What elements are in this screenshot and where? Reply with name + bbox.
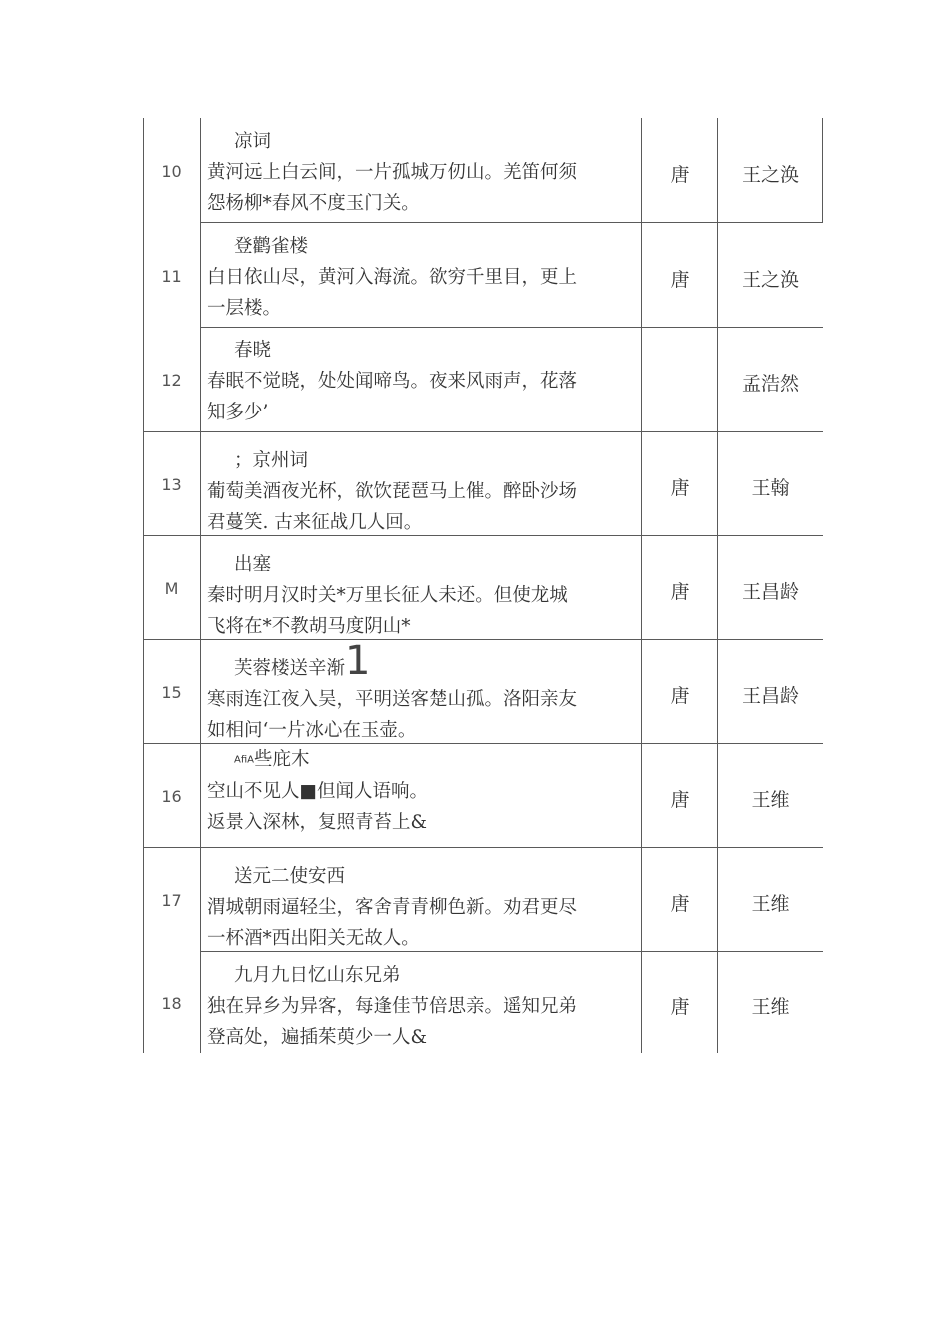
author-cell: 王昌龄: [741, 581, 799, 603]
row-number: 12: [161, 371, 182, 390]
table-row: [143, 328, 823, 431]
table-row: [143, 640, 823, 743]
poem-title: 九月九日忆山东兄弟: [234, 965, 401, 986]
poem-title: ；京州词: [234, 450, 309, 471]
author-cell: 王昌龄: [741, 685, 799, 707]
dynasty-cell: 唐: [670, 477, 690, 499]
author-cell: 王维: [751, 893, 790, 915]
poem-cell: [207, 744, 647, 838]
row-number: 16: [161, 787, 182, 806]
row-number: 18: [161, 994, 182, 1013]
poem-cell: [207, 126, 647, 219]
poem-line: 黄河远上白云间，一片孤城万仞山。羌笛何须: [207, 162, 578, 183]
author-cell: 王之涣: [741, 269, 799, 291]
table-row: [143, 223, 823, 327]
poem-line: 返景入深林，复照青苔上&: [207, 811, 427, 833]
poem-line: 一层楼。: [207, 298, 282, 319]
poem-line: 登高处，遍插茱萸少一人&: [207, 1027, 427, 1048]
poem-line: 如相问‘一片冰心在玉壶。: [207, 720, 417, 741]
poem-line: 空山不见人■但闻人语响。: [207, 780, 428, 802]
poem-cell: [207, 445, 647, 538]
dynasty-cell: 唐: [670, 164, 690, 186]
stray-mark: AfiA: [234, 754, 254, 766]
table-row: [143, 536, 823, 639]
poem-title-text: 些庇木: [253, 749, 310, 770]
dynasty-cell: 唐: [670, 996, 690, 1018]
poem-title: [207, 638, 647, 684]
poem-line: 飞将在*不教胡马度阴山*: [207, 616, 411, 637]
dynasty-cell: 唐: [670, 581, 690, 603]
author-cell: 王之涣: [741, 164, 799, 186]
author-cell: 孟浩然: [741, 373, 799, 395]
poem-title: 登鹳雀楼: [234, 236, 309, 257]
poem-line: 渭城朝雨逼轻尘，客舍青青柳色新。劝君更尽: [207, 897, 578, 918]
author-cell: 王维: [751, 996, 790, 1018]
dynasty-cell: 唐: [670, 893, 690, 915]
poem-title: 出塞: [234, 554, 272, 575]
row-number: 17: [161, 891, 182, 910]
poem-title: 凉词: [234, 131, 272, 152]
poem-title: 送元二使安西: [234, 866, 346, 887]
poem-line: 白日依山尽，黄河入海流。欲穷千里目，更上: [207, 267, 578, 288]
dynasty-cell: 唐: [670, 269, 690, 291]
poem-line: 春眠不觉晓，处处闻啼鸟。夜来风雨声，花落: [207, 371, 578, 392]
table-row: [143, 952, 823, 1053]
row-number: 13: [161, 475, 182, 494]
author-cell: 王维: [751, 789, 790, 811]
table-row: [143, 118, 823, 222]
table-row: [143, 744, 823, 847]
row-number: 10: [161, 162, 182, 181]
poem-line: 秦时明月汉时关*万里长征人未还。但使龙城: [207, 585, 568, 606]
poem-title: [207, 744, 647, 776]
dynasty-cell: 唐: [670, 685, 690, 707]
row-number: 15: [161, 683, 182, 702]
poem-line: 怨杨柳*春风不度玉门关。: [207, 193, 420, 214]
table-row: [143, 432, 823, 535]
poem-line: 独在异乡为异客，每逢佳节倍思亲。遥知兄弟: [207, 996, 578, 1017]
poem-line: 葡萄美酒夜光杯，欲饮琵琶马上催。醉卧沙场: [207, 481, 578, 502]
poem-line: 知多少’: [207, 402, 269, 423]
table-row: [143, 848, 823, 951]
poem-line: 君蔓笑. 古来征战几人回。: [207, 512, 423, 533]
poem-title: 春晓: [234, 340, 272, 361]
poem-cell: [207, 861, 647, 954]
author-cell: 王翰: [751, 477, 790, 499]
poem-line: 寒雨连江夜入吴，平明送客楚山孤。洛阳亲友: [207, 689, 578, 710]
poem-cell: [207, 638, 647, 746]
poem-cell: [207, 231, 647, 324]
stray-mark: 1: [345, 638, 371, 684]
poem-cell: [207, 549, 647, 642]
dynasty-cell: 唐: [670, 789, 690, 811]
row-number: M: [164, 579, 179, 598]
row-number: 11: [161, 267, 182, 286]
poem-cell: [207, 960, 647, 1053]
poem-title-text: 芙蓉楼送辛渐: [234, 658, 346, 679]
poem-line: 一杯酒*西出阳关无故人。: [207, 928, 420, 949]
poem-cell: [207, 335, 647, 428]
